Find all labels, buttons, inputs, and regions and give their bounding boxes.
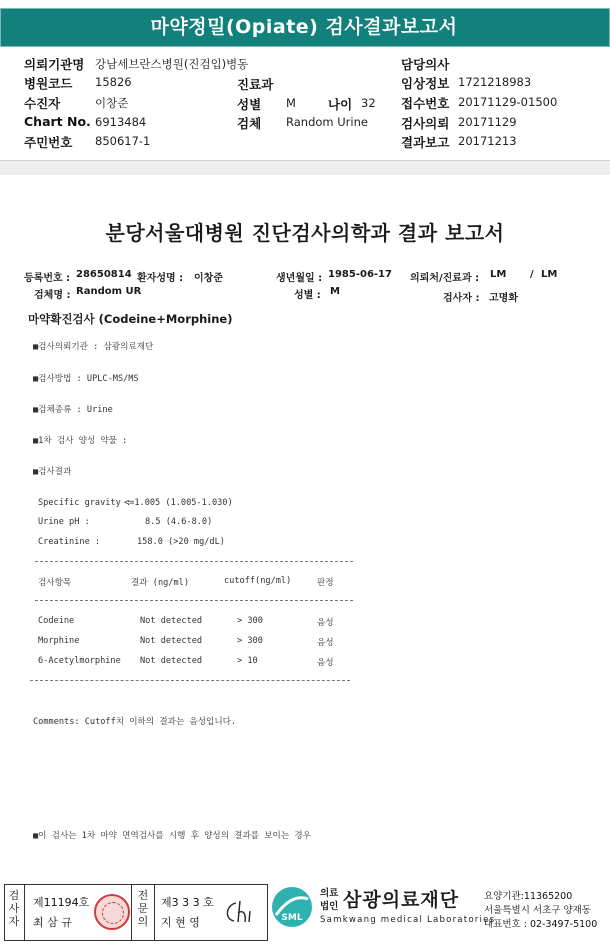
chart-no-label: Chart No. [24, 114, 91, 129]
line-results: ■검사결과 [33, 467, 72, 477]
table-header-result: 결과 (ng/ml) [131, 578, 189, 588]
org-name: 삼광의료재단 [343, 889, 460, 911]
official-seal-icon [94, 894, 130, 930]
department-label: 진료과 [237, 77, 274, 92]
birth-value: 1985-06-17 [328, 269, 392, 280]
age-value: 32 [361, 96, 376, 110]
org-phone: 대표번호 : 02-3497-5100 [484, 919, 598, 930]
receipt-no-label: 접수번호 [401, 96, 450, 111]
urine-name: Creatinine : [38, 537, 101, 547]
scan-band [0, 161, 610, 175]
page-title: 마약정밀(Opiate) 검사결과보고서 [150, 16, 458, 38]
report-date-value: 20171213 [458, 134, 517, 148]
patient-value: 이창준 [95, 96, 129, 110]
hospital-code-label: 병원코드 [24, 76, 73, 91]
line-method: ■검사방법 : UPLC-MS/MS [33, 374, 139, 384]
requester-label: 의뢰처/진료과 : [410, 273, 480, 284]
org-english-name: Samkwang medical Laboratories [320, 915, 496, 925]
urine-value: 158.0 (>20 mg/dL) [137, 537, 225, 547]
doctor-label: 담당의사 [401, 57, 450, 72]
table-rule-mid [35, 600, 353, 601]
urine-value: 8.5 (4.6-8.0) [145, 517, 213, 527]
institution-value: 강남세브란스병원(진검입)병동 [95, 57, 249, 71]
requester-value2: LM [541, 269, 558, 280]
sml-logo-icon [270, 885, 314, 929]
table-rule-bottom [30, 680, 350, 681]
table-cell: > 10 [237, 656, 258, 666]
line-institution: ■검사의뢰기관 : 삼광의료재단 [33, 342, 154, 352]
table-cell: 음성 [317, 618, 334, 628]
urine-name: Urine pH : [38, 517, 90, 527]
patient-name-value: 이창준 [194, 273, 223, 284]
table-cell: Codeine [38, 616, 75, 626]
section-title: 마약확진검사 (Codeine+Morphine) [28, 312, 233, 326]
request-date-value: 20171129 [458, 115, 517, 129]
clinical-info-value: 1721218983 [458, 75, 532, 89]
receipt-no-value: 20171129-01500 [458, 95, 558, 109]
tester-vertical-label: 검사자 [8, 889, 20, 928]
line-first-positive: ■1차 검사 양성 약물 : [33, 436, 128, 446]
report-date-label: 결과보고 [401, 135, 450, 150]
box-divider [131, 884, 132, 941]
table-cell: 음성 [317, 638, 334, 648]
box-divider [24, 884, 25, 941]
doctor-name: 지 현 영 [161, 916, 200, 929]
hospital-code-value: 15826 [95, 75, 132, 89]
birth-label: 생년월일 : [276, 273, 323, 284]
table-header-cutoff: cutoff(ng/ml) [224, 576, 292, 586]
doctor-vertical-label: 전문의 [137, 889, 149, 928]
requester-sep: / [530, 269, 534, 280]
table-cell: Morphine [38, 636, 80, 646]
institution-label: 의뢰기관명 [24, 57, 85, 72]
patient-name-label: 환자성명 : [137, 273, 184, 284]
report-sex-value: M [330, 286, 340, 297]
tester-license: 제11194호 [33, 896, 90, 909]
org-code: 요양기관:11365200 [484, 891, 573, 902]
patient-label: 수진자 [24, 96, 61, 111]
sex-label: 성별 [237, 97, 262, 112]
request-date-label: 검사의뢰 [401, 116, 450, 131]
reg-no-label: 등록번호 : [24, 273, 71, 284]
specimen-name-value: Random UR [76, 286, 142, 297]
id-number-value: 850617-1 [95, 134, 151, 148]
specimen-label: 검체 [237, 116, 262, 131]
tester-name: 최 삼 규 [33, 916, 72, 929]
box-divider [154, 884, 155, 941]
table-cell: Not detected [140, 636, 203, 646]
table-cell: 6-Acetylmorphine [38, 656, 121, 666]
sex-value: M [286, 96, 296, 110]
requester-value: LM [490, 269, 507, 280]
report-title: 분당서울대병원 진단검사의학과 결과 보고서 [105, 221, 505, 245]
table-cell: > 300 [237, 616, 263, 626]
table-cell: > 300 [237, 636, 263, 646]
id-number-label: 주민번호 [24, 135, 73, 150]
report-sex-label: 성별 : [294, 290, 321, 301]
org-type: 의료 법인 [320, 888, 339, 912]
table-header-item: 검사항목 [38, 578, 72, 588]
reg-no-value: 28650814 [76, 269, 132, 280]
table-cell: Not detected [140, 616, 203, 626]
specimen-name-label: 검체명 : [34, 290, 71, 301]
table-rule-top [35, 561, 353, 562]
footnote: ■이 검사는 1차 마약 면역검사를 시행 후 양성의 결과를 보이는 경우 [33, 831, 311, 841]
table-cell: Not detected [140, 656, 203, 666]
logo-text: SML [281, 913, 303, 923]
clinical-info-label: 임상정보 [401, 76, 450, 91]
age-label: 나이 [328, 97, 353, 112]
comments: Comments: Cutoff치 이하의 결과는 음성입니다. [33, 717, 237, 727]
table-header-verdict: 판정 [317, 578, 334, 588]
doctor-license: 제3 3 3 호 [161, 896, 214, 909]
tester-value: 고명화 [489, 293, 518, 304]
tester-label: 검사자 : [443, 293, 480, 304]
urine-name: Specific gravity : [38, 498, 132, 508]
org-address: 서울특별시 서초구 양재동 [484, 905, 591, 916]
urine-value: <=1.005 (1.005-1.030) [124, 498, 233, 508]
specimen-value: Random Urine [286, 115, 368, 129]
line-specimen-type: ■검체종류 : Urine [33, 405, 113, 415]
signature-icon [222, 897, 262, 927]
chart-no-value: 6913484 [95, 115, 147, 129]
table-cell: 음성 [317, 658, 334, 668]
